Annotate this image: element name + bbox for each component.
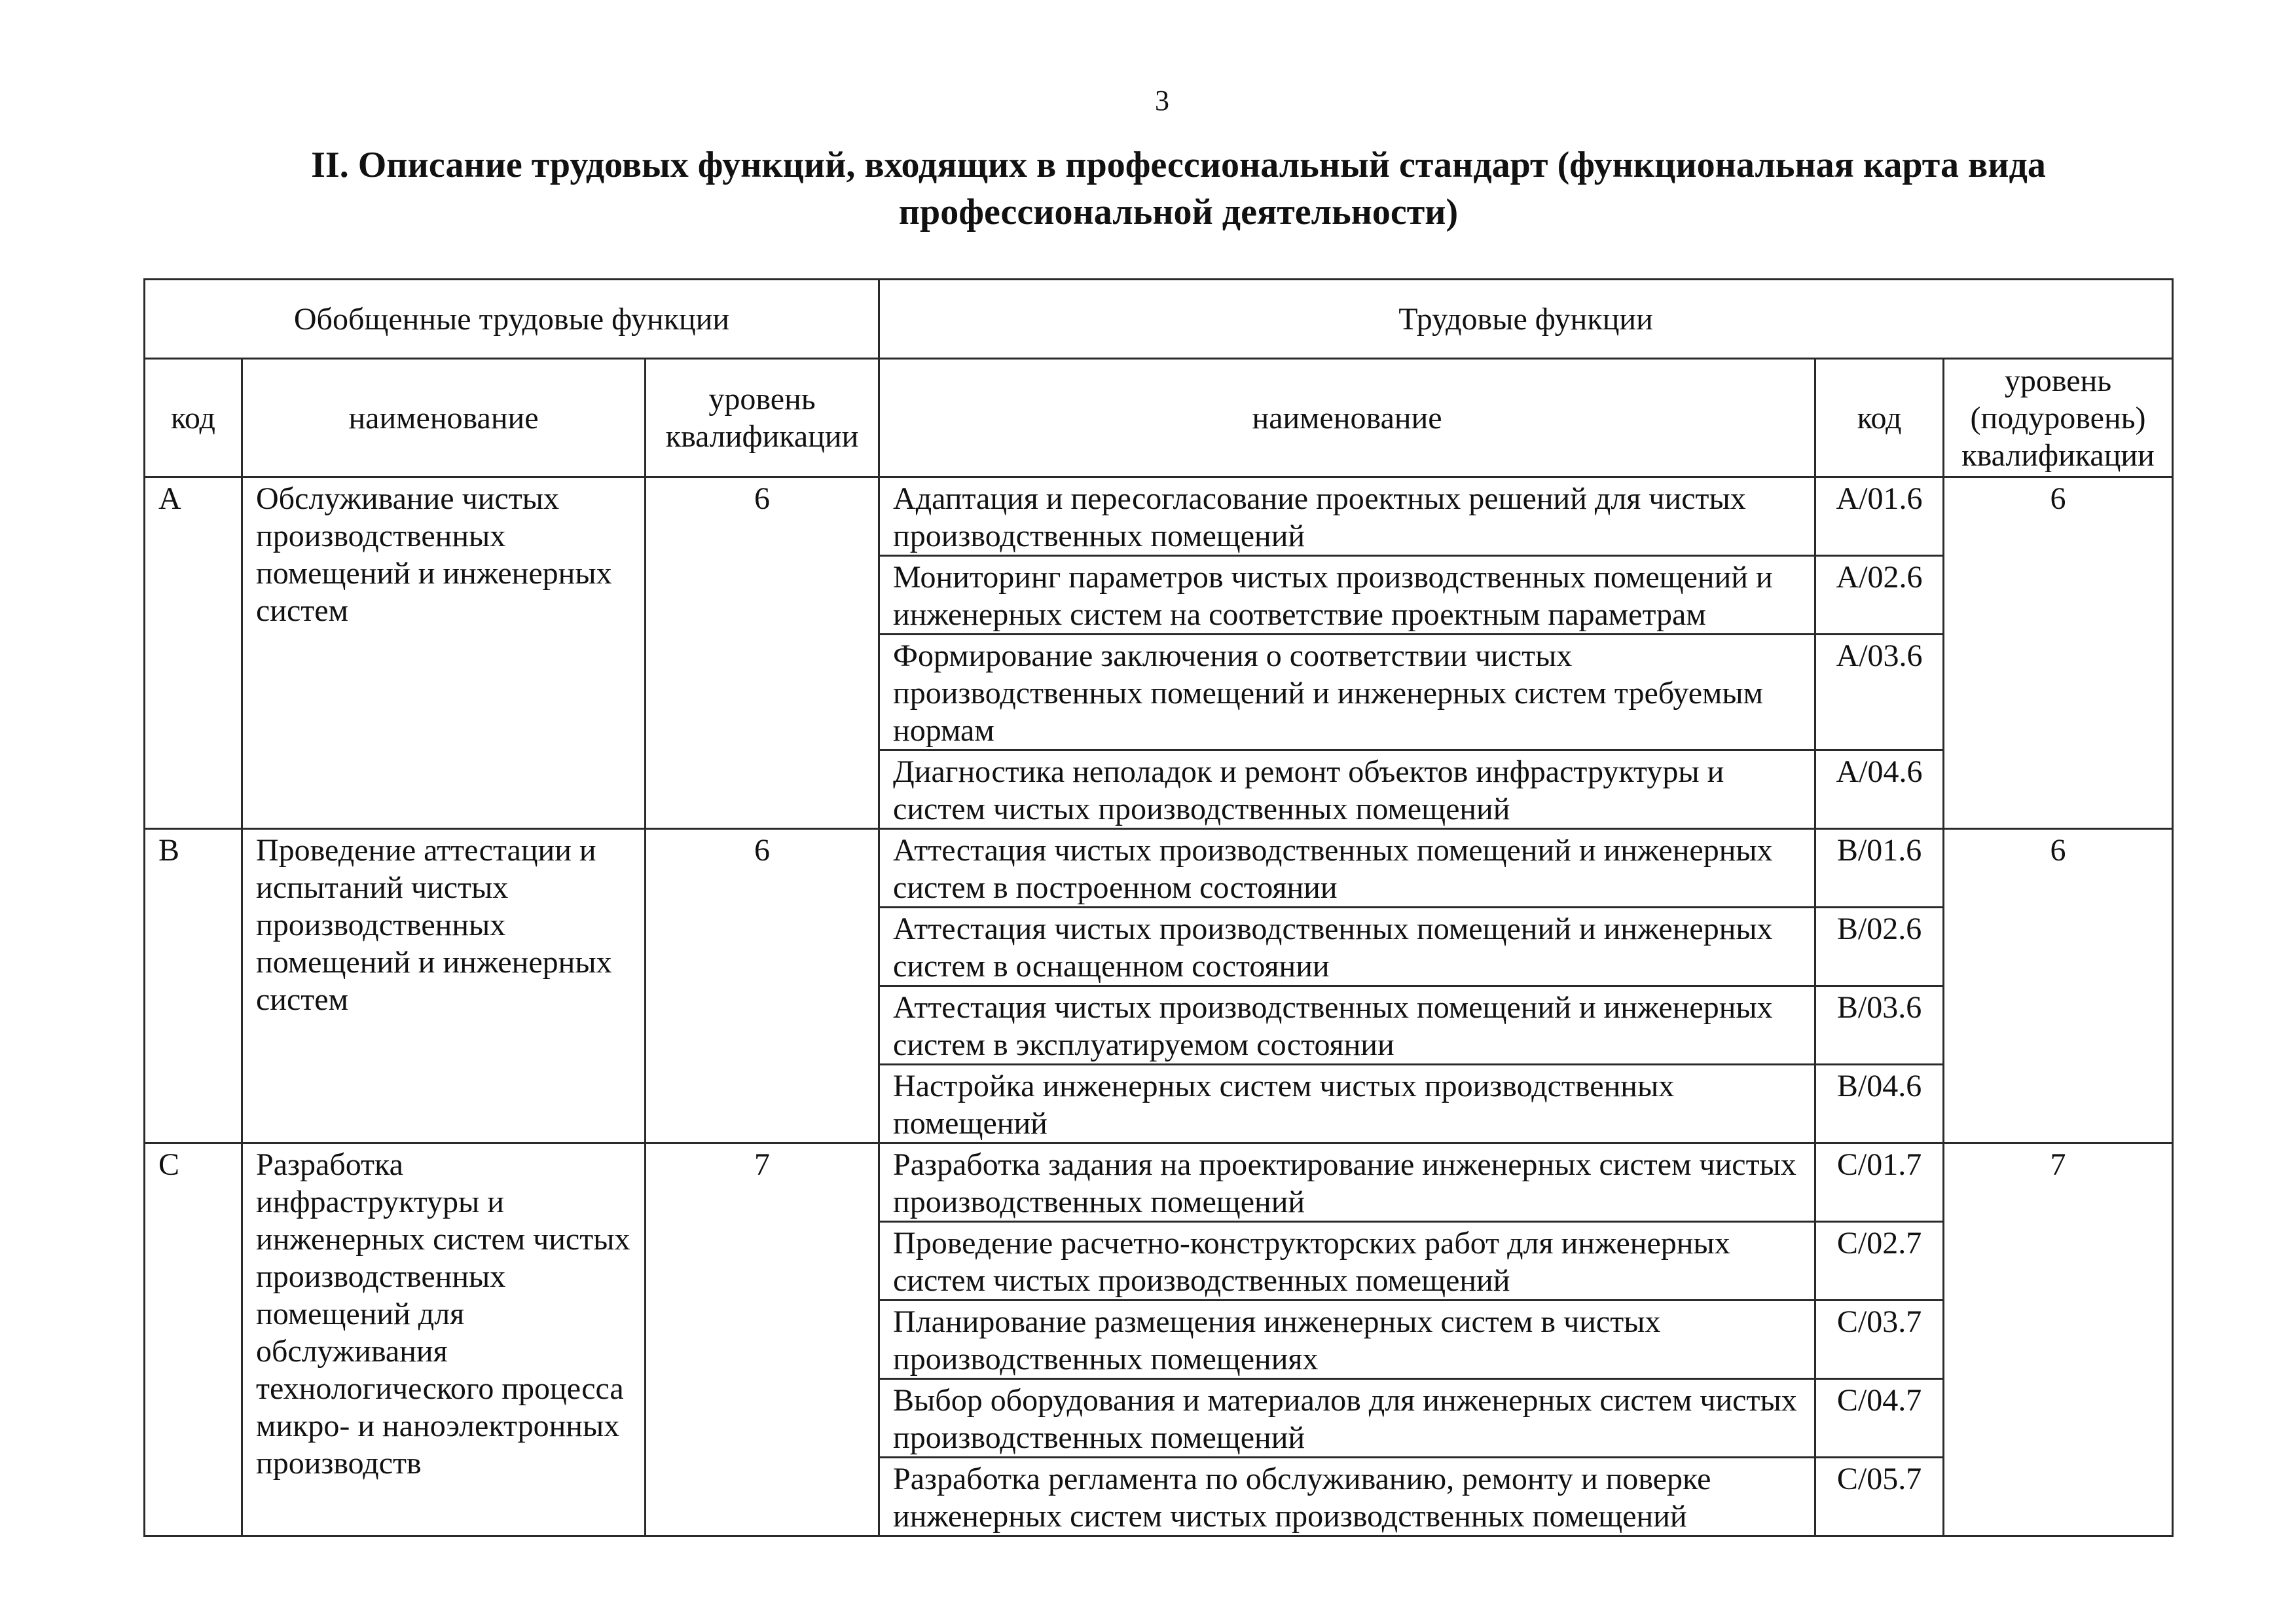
labor-function-code: B/03.6 [1815, 986, 1944, 1065]
header-row-top [145, 280, 2173, 359]
labor-function-name: Разработка регламента по обслуживанию, ремонту и поверке инженерных систем чистых производственных помещений [879, 1458, 1815, 1536]
labor-function-name: Мониторинг параметров чистых производственных помещений и инженерных систем на соответствие проектным параметрам [879, 556, 1815, 635]
page-title: II. Описание трудовых функций, входящих в профессиональный стандарт (функциональная карта вида профессиональной деятельности) [311, 145, 2046, 232]
labor-function-code: A/02.6 [1815, 556, 1944, 635]
generalized-function-level: 6 [646, 477, 879, 829]
header-function-name: наименование [879, 359, 1815, 477]
labor-function-name: Аттестация чистых производственных помещений и инженерных систем в эксплуатируемом состоянии [879, 986, 1815, 1065]
labor-function-code: A/04.6 [1815, 750, 1944, 829]
labor-function-code: C/04.7 [1815, 1379, 1944, 1458]
table-row [145, 477, 2173, 556]
labor-function-level: 6 [1944, 829, 2173, 1143]
labor-function-level: 7 [1944, 1143, 2173, 1536]
header-name: наименование [242, 359, 646, 477]
labor-function-code: B/01.6 [1815, 829, 1944, 908]
labor-function-code: C/01.7 [1815, 1143, 1944, 1222]
header-function-code: код [1815, 359, 1944, 477]
table-body [145, 280, 2173, 1536]
labor-function-name: Выбор оборудования и материалов для инженерных систем чистых производственных помещений [879, 1379, 1815, 1458]
generalized-function-code: A [145, 477, 242, 829]
header-code: код [145, 359, 242, 477]
labor-function-code: B/02.6 [1815, 908, 1944, 986]
labor-function-code: B/04.6 [1815, 1065, 1944, 1143]
generalized-function-level: 7 [646, 1143, 879, 1536]
labor-function-code: A/03.6 [1815, 635, 1944, 750]
generalized-function-name: Разработка инфраструктуры и инженерных систем чистых производственных помещений для обслуживания технологического процесса микро- и наноэлектронных производств [242, 1143, 646, 1536]
generalized-function-code: B [145, 829, 242, 1143]
generalized-function-level: 6 [646, 829, 879, 1143]
header-generalized-functions: Обобщенные трудовые функции [145, 280, 879, 359]
functional-map-table [143, 278, 2174, 1537]
labor-function-name: Проведение расчетно-конструкторских работ для инженерных систем чистых производственных помещений [879, 1222, 1815, 1301]
labor-function-name: Формирование заключения о соответствии чистых производственных помещений и инженерных систем требуемым нормам [879, 635, 1815, 750]
header-qualification-level: уровень квалификации [646, 359, 879, 477]
table-row [145, 1143, 2173, 1222]
labor-function-code: A/01.6 [1815, 477, 1944, 556]
header-row-columns [145, 359, 2173, 477]
labor-function-name: Аттестация чистых производственных помещений и инженерных систем в построенном состоянии [879, 829, 1815, 908]
labor-function-code: C/05.7 [1815, 1458, 1944, 1536]
labor-function-name: Диагностика неполадок и ремонт объектов инфраструктуры и систем чистых производственных помещений [879, 750, 1815, 829]
labor-function-name: Настройка инженерных систем чистых производственных помещений [879, 1065, 1815, 1143]
header-labor-functions: Трудовые функции [879, 280, 2173, 359]
labor-function-code: C/02.7 [1815, 1222, 1944, 1301]
generalized-function-name: Проведение аттестации и испытаний чистых производственных помещений и инженерных систем [242, 829, 646, 1143]
labor-function-code: C/03.7 [1815, 1301, 1944, 1379]
labor-function-name: Адаптация и пересогласование проектных решений для чистых производственных помещений [879, 477, 1815, 556]
table-row [145, 829, 2173, 908]
labor-function-name: Планирование размещения инженерных систем в чистых производственных помещениях [879, 1301, 1815, 1379]
labor-function-name: Аттестация чистых производственных помещений и инженерных систем в оснащенном состоянии [879, 908, 1815, 986]
page-number: 3 [1155, 84, 1169, 117]
generalized-function-code: C [145, 1143, 242, 1536]
labor-function-name: Разработка задания на проектирование инженерных систем чистых производственных помещений [879, 1143, 1815, 1222]
labor-function-level: 6 [1944, 477, 2173, 829]
generalized-function-name: Обслуживание чистых производственных помещений и инженерных систем [242, 477, 646, 829]
header-function-level: уровень (подуровень) квалификации [1944, 359, 2173, 477]
